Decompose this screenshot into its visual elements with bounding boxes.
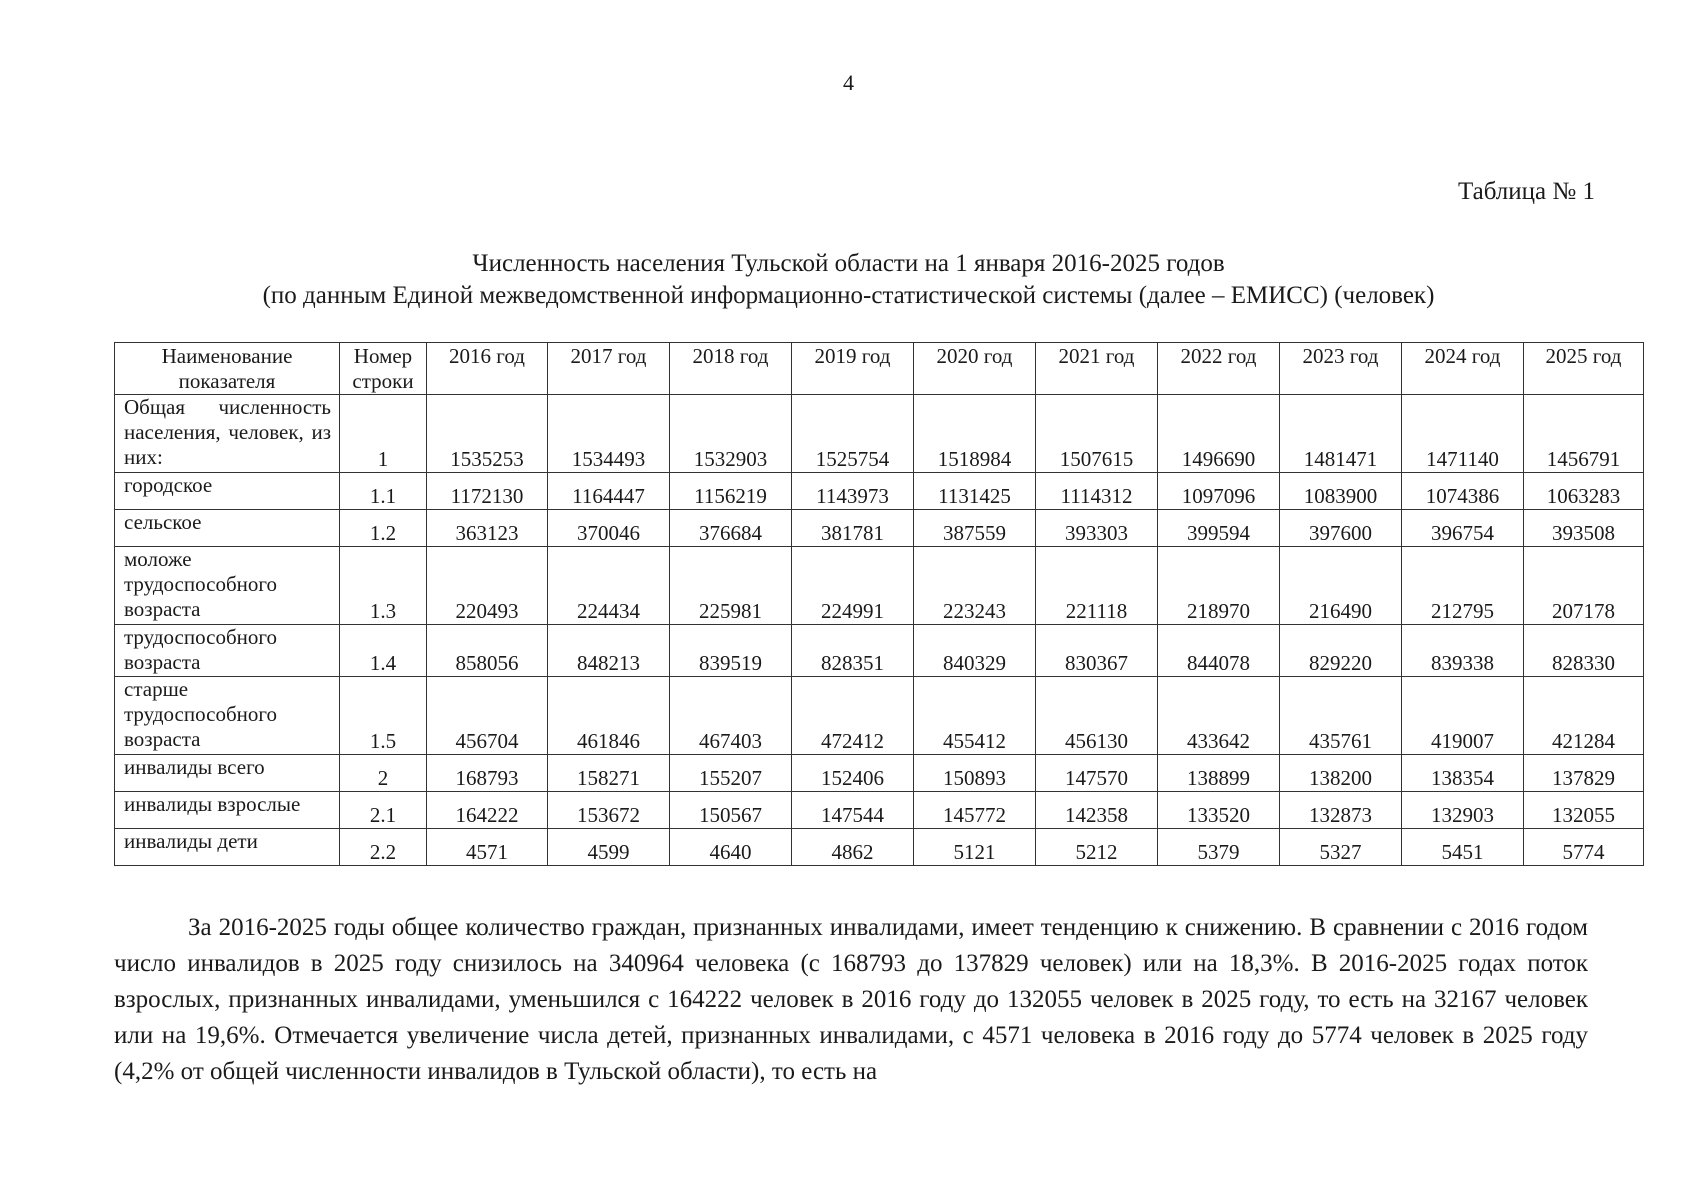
population-table — [114, 342, 1644, 866]
table-row — [115, 677, 1644, 755]
row-value: 5121 — [914, 829, 1036, 866]
row-value: 1535253 — [427, 395, 548, 473]
row-value: 455412 — [914, 677, 1036, 755]
row-value: 839338 — [1402, 625, 1524, 677]
row-value: 829220 — [1280, 625, 1402, 677]
header-year: 2024 год — [1402, 343, 1524, 395]
row-name: трудоспособного возраста — [115, 625, 340, 677]
table-header-row — [115, 343, 1644, 395]
row-value: 4862 — [792, 829, 914, 866]
row-number: 2.2 — [340, 829, 427, 866]
table-row — [115, 473, 1644, 510]
row-number: 1.5 — [340, 677, 427, 755]
row-value: 133520 — [1158, 792, 1280, 829]
row-value: 456704 — [427, 677, 548, 755]
row-name: городское — [115, 473, 340, 510]
row-value: 433642 — [1158, 677, 1280, 755]
header-name: Наименование показателя — [115, 343, 340, 395]
row-value: 1172130 — [427, 473, 548, 510]
row-value: 858056 — [427, 625, 548, 677]
row-value: 830367 — [1036, 625, 1158, 677]
row-value: 381781 — [792, 510, 914, 547]
row-value: 396754 — [1402, 510, 1524, 547]
table-row — [115, 625, 1644, 677]
row-value: 152406 — [792, 755, 914, 792]
row-value: 137829 — [1524, 755, 1644, 792]
header-year: 2019 год — [792, 343, 914, 395]
row-number: 1.2 — [340, 510, 427, 547]
row-value: 1074386 — [1402, 473, 1524, 510]
row-value: 224434 — [548, 547, 670, 625]
row-value: 220493 — [427, 547, 548, 625]
row-value: 216490 — [1280, 547, 1402, 625]
table-title-line-2: (по данным Единой межведомственной информационно-статистической системы (далее – ЕМИСС) (человек) — [262, 282, 1435, 309]
row-value: 142358 — [1036, 792, 1158, 829]
row-value: 150567 — [670, 792, 792, 829]
page-number: 4 — [843, 70, 854, 95]
row-value: 132903 — [1402, 792, 1524, 829]
header-year: 2020 год — [914, 343, 1036, 395]
row-value: 828351 — [792, 625, 914, 677]
row-value: 363123 — [427, 510, 548, 547]
row-value: 5774 — [1524, 829, 1644, 866]
row-name: инвалиды взрослые — [115, 792, 340, 829]
row-value: 132055 — [1524, 792, 1644, 829]
row-value: 4599 — [548, 829, 670, 866]
header-year: 2022 год — [1158, 343, 1280, 395]
row-value: 1481471 — [1280, 395, 1402, 473]
row-value: 1518984 — [914, 395, 1036, 473]
row-value: 212795 — [1402, 547, 1524, 625]
row-number: 1.3 — [340, 547, 427, 625]
row-value: 419007 — [1402, 677, 1524, 755]
row-number: 1.1 — [340, 473, 427, 510]
row-value: 138200 — [1280, 755, 1402, 792]
row-value: 435761 — [1280, 677, 1402, 755]
body-paragraph: За 2016-2025 годы общее количество граждан, признанных инвалидами, имеет тенденцию к снижению. В сравнении с 2016 годом число инвалидов в 2025 году снизилось на 340964 человека (с 168793 до 137829 человек) или на 18,3%. В 2016-2025 годах поток взрослых, признанных инвалидами, уменьшился с 164222 человек в 2016 году до 132055 человек в 2025 году, то есть на 32167 человек или на 19,6%. Отмечается увеличение числа детей, признанных инвалидами, с 4571 человека в 2016 году до 5774 человек в 2025 году (4,2% от общей численности инвалидов в Тульской области), то есть на — [114, 914, 1588, 1085]
row-name: моложе трудоспособного возраста — [115, 547, 340, 625]
row-value: 1532903 — [670, 395, 792, 473]
header-year: 2017 год — [548, 343, 670, 395]
row-name: инвалиды дети — [115, 829, 340, 866]
row-value: 397600 — [1280, 510, 1402, 547]
row-value: 147544 — [792, 792, 914, 829]
row-value: 4571 — [427, 829, 548, 866]
header-year: 2023 год — [1280, 343, 1402, 395]
row-number: 2 — [340, 755, 427, 792]
row-value: 155207 — [670, 755, 792, 792]
header-row-number: Номер строки — [340, 343, 427, 395]
header-year: 2016 год — [427, 343, 548, 395]
header-year: 2018 год — [670, 343, 792, 395]
row-value: 840329 — [914, 625, 1036, 677]
row-value: 150893 — [914, 755, 1036, 792]
row-name: Общая численность населения, человек, из них: — [115, 395, 340, 473]
row-value: 225981 — [670, 547, 792, 625]
table-title-line-1: Численность населения Тульской области на 1 января 2016-2025 годов — [472, 250, 1225, 277]
row-value: 393303 — [1036, 510, 1158, 547]
row-value: 5379 — [1158, 829, 1280, 866]
row-value: 456130 — [1036, 677, 1158, 755]
row-value: 153672 — [548, 792, 670, 829]
row-value: 472412 — [792, 677, 914, 755]
row-name: старше трудоспособного возраста — [115, 677, 340, 755]
row-value: 1164447 — [548, 473, 670, 510]
row-value: 4640 — [670, 829, 792, 866]
row-value: 1156219 — [670, 473, 792, 510]
row-value: 168793 — [427, 755, 548, 792]
row-value: 1097096 — [1158, 473, 1280, 510]
row-value: 1143973 — [792, 473, 914, 510]
row-value: 224991 — [792, 547, 914, 625]
row-value: 1114312 — [1036, 473, 1158, 510]
row-value: 221118 — [1036, 547, 1158, 625]
row-value: 164222 — [427, 792, 548, 829]
row-value: 461846 — [548, 677, 670, 755]
row-value: 828330 — [1524, 625, 1644, 677]
row-value: 5327 — [1280, 829, 1402, 866]
row-value: 1496690 — [1158, 395, 1280, 473]
table-row — [115, 792, 1644, 829]
table-row — [115, 395, 1644, 473]
table-row — [115, 829, 1644, 866]
header-year: 2021 год — [1036, 343, 1158, 395]
row-value: 844078 — [1158, 625, 1280, 677]
row-value: 138354 — [1402, 755, 1524, 792]
table-row — [115, 755, 1644, 792]
row-value: 207178 — [1524, 547, 1644, 625]
row-value: 848213 — [548, 625, 670, 677]
row-value: 370046 — [548, 510, 670, 547]
row-value: 1534493 — [548, 395, 670, 473]
row-name: инвалиды всего — [115, 755, 340, 792]
row-value: 145772 — [914, 792, 1036, 829]
table-title — [0, 248, 1697, 312]
row-value: 421284 — [1524, 677, 1644, 755]
row-value: 1131425 — [914, 473, 1036, 510]
header-year: 2025 год — [1524, 343, 1644, 395]
row-value: 147570 — [1036, 755, 1158, 792]
row-value: 399594 — [1158, 510, 1280, 547]
row-value: 132873 — [1280, 792, 1402, 829]
row-value: 223243 — [914, 547, 1036, 625]
row-value: 158271 — [548, 755, 670, 792]
row-value: 1525754 — [792, 395, 914, 473]
row-number: 1.4 — [340, 625, 427, 677]
row-value: 1083900 — [1280, 473, 1402, 510]
row-value: 1507615 — [1036, 395, 1158, 473]
table-label: Таблица № 1 — [1457, 178, 1595, 205]
row-value: 1471140 — [1402, 395, 1524, 473]
row-number: 2.1 — [340, 792, 427, 829]
row-value: 1456791 — [1524, 395, 1644, 473]
row-value: 5451 — [1402, 829, 1524, 866]
row-value: 218970 — [1158, 547, 1280, 625]
row-value: 5212 — [1036, 829, 1158, 866]
row-value: 393508 — [1524, 510, 1644, 547]
row-value: 839519 — [670, 625, 792, 677]
table-row — [115, 510, 1644, 547]
row-value: 1063283 — [1524, 473, 1644, 510]
row-value: 467403 — [670, 677, 792, 755]
table-row — [115, 547, 1644, 625]
row-value: 138899 — [1158, 755, 1280, 792]
row-value: 387559 — [914, 510, 1036, 547]
row-name: сельское — [115, 510, 340, 547]
row-number: 1 — [340, 395, 427, 473]
row-value: 376684 — [670, 510, 792, 547]
